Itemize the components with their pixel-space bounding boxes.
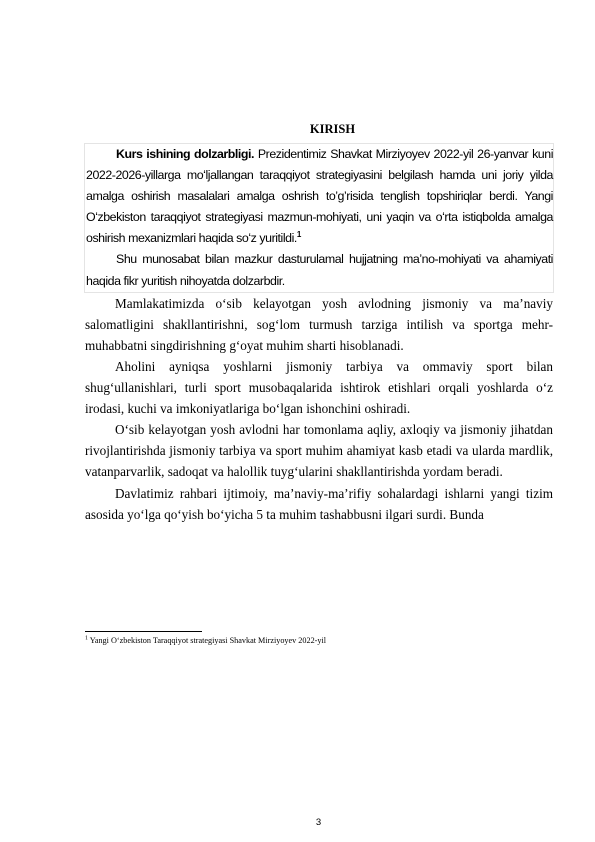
footnote — [85, 635, 326, 647]
paragraph-health: Mamlakatimizda o‘sib kelayotgan yosh avlodning jismoniy va ma’naviy salomatligini shakllantirishni, sog‘lom turmush tarziga intilish va sportga mehr-muhabbatni singdirishning g‘oyat muhim sharti hisoblanadi. — [85, 295, 553, 353]
paragraph-sport: Aholini ayniqsa yoshlarni jismoniy tarbiya va ommaviy sport bilan shug‘ullanishlari, turli sport musobaqalarida ishtirok etishlari orqali yoshlarda o‘z irodasi, kuchi va imkoniyatlariga bo‘lgan ishonchini oshiradi. — [85, 358, 553, 417]
page-number: 3 — [315, 817, 322, 828]
paragraph-initiatives: Davlatimiz rahbari ijtimoiy, ma’naviy-ma’rifiy sohalardagi ishlarni yangi tizim asosida yo‘lga qo‘yish bo‘yicha 5 ta muhim tashabbusni ilgari surdi. Bunda — [85, 485, 553, 522]
footnote-divider — [85, 631, 202, 632]
paragraph-importance: Shu munosabat bilan mazkur dasturulamal hujjatning maʼno-mohiyati va ahamiyati haqida fikr yuritish nihoyatda dolzarbdir. — [86, 252, 553, 288]
section-heading: KIRISH — [309, 122, 356, 136]
highlighted-block — [84, 143, 554, 293]
paragraph-lead: Kurs ishining dolzarbligi. — [116, 147, 255, 161]
footnote-number: 1 — [85, 635, 88, 642]
paragraph-development: O‘sib kelayotgan yosh avlodni har tomonlama aqliy, axloqiy va jismoniy jihatdan rivojlantirishda jismoniy tarbiya va sport muhim ahamiyat kasb etadi va ularda mardlik, vatanparvarlik, sadoqat va halollik tuyg‘ularini shakllantirishda yordam beradi. — [85, 422, 553, 480]
paragraph-relevance — [85, 144, 553, 249]
paragraph-text: Prezidentimiz Shavkat Mirziyoyev 2022-yil 26-yanvar kuni 2022-2026-yillarga moʻljallangan taraqqiyot strategiyasini belgilash hamda uni joriy yilda amalga oshirish masalalari amalga oshrish to’g’risida tenglish topshiriqlar berdi. Yangi Oʻzbekiston taraqqiyot strategiyasi mazmun-mohiyati, uni yaqin va oʻrta istiqbolda amalga oshirish mexanizmlari haqida soʻz yuritildi. — [86, 147, 553, 246]
footnote-text: Yangi Oʻzbekiston Taraqqiyot strategiyasi Shavkat Mirziyoyev 2022-yil — [88, 636, 327, 645]
body-text — [85, 143, 553, 525]
footnote-reference[interactable]: 1 — [296, 230, 301, 240]
